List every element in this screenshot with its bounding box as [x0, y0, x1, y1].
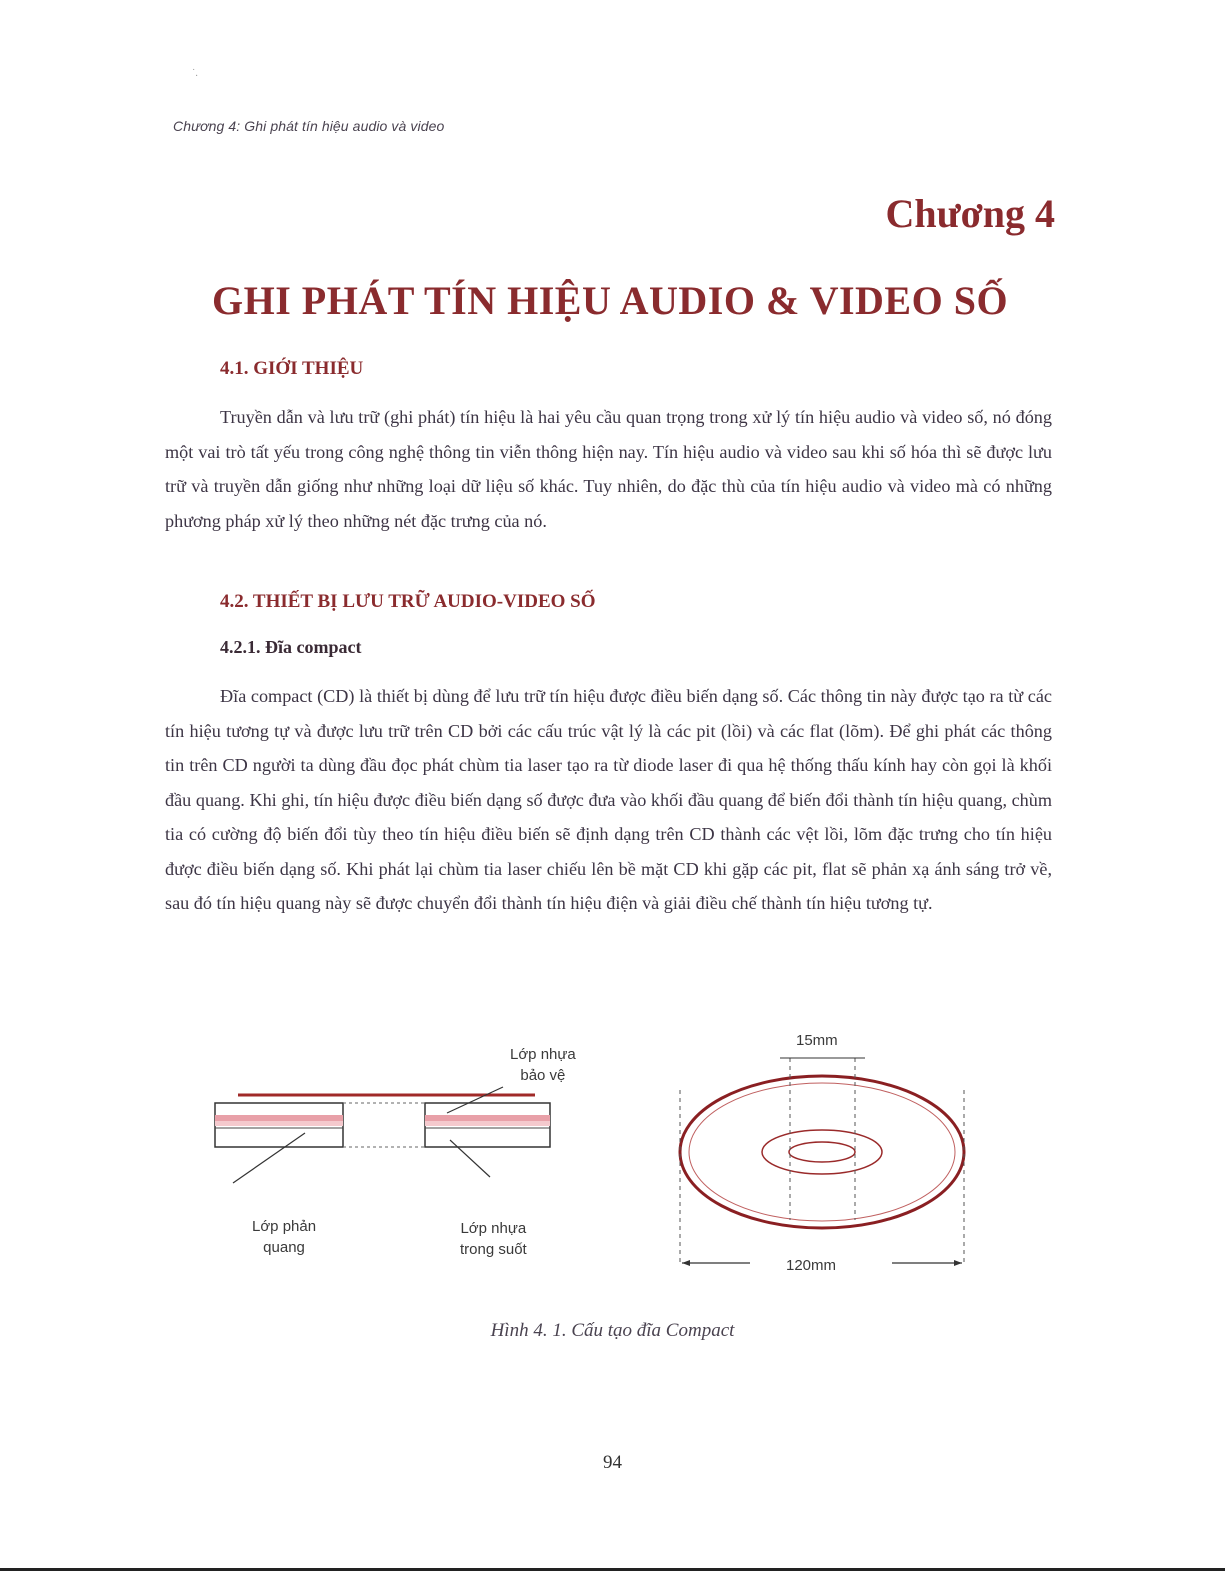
section-heading-4-2: 4.2. THIẾT BỊ LƯU TRỮ AUDIO-VIDEO SỐ [220, 591, 596, 612]
scan-bottom-edge [0, 1568, 1225, 1571]
disc-outer-edge [680, 1076, 964, 1228]
label-transparent-layer: Lớp nhựa trong suốt [460, 1220, 527, 1258]
paragraph-introduction: Truyền dẫn và lưu trữ (ghi phát) tín hiệu là hai yêu cầu quan trọng trong xử lý tín hiệu audio và video số, nó đóng một vai trò tất yếu trong công nghệ thông tin viễn thông hiện nay. Tín hiệu audio và video sau khi số hóa thì sẽ được lưu trữ và truyền dẫn giống như những loại dữ liệu số khác. Tuy nhiên, do đặc thù của tín hiệu audio và video mà có những phương pháp xử lý theo những nét đặc trưng của nó. [165, 407, 1052, 531]
label-reflective-layer: Lớp phản quang [252, 1218, 317, 1256]
section-heading-4-1: 4.1. GIỚI THIỆU [220, 358, 364, 379]
cd-top-view-diagram [660, 1050, 980, 1275]
running-head: Chương 4: Ghi phát tín hiệu audio và video [173, 118, 445, 134]
right-reflective-band [425, 1115, 550, 1121]
paragraph-compact-disc: Đĩa compact (CD) là thiết bị dùng để lưu trữ tín hiệu được điều biến dạng số. Các thông tin này được tạo ra từ các tín hiệu tương tự và được lưu trữ trên CD bởi các cấu trúc vật lý là các pit (lồi) và các flat (lõm). Để ghi phát các thông tin trên CD người ta dùng đầu đọc phát chùm tia laser tạo ra từ diode laser đi qua hệ thống thấu kính hay còn gọi là khối đầu quang. Khi ghi, tín hiệu được điều biến dạng số được đưa vào khối đầu quang để biến đổi thành tín hiệu quang, chùm tia có cường độ biến đổi tùy theo tín hiệu điều biến sẽ định dạng trên CD thành các vệt lồi, lõm đặc trưng cho tín hiệu được điều biến dạng số. Khi phát lại chùm tia laser chiếu lên bề mặt CD khi gặp các pit, flat sẽ phản xạ ánh sáng trở về, sau đó tín hiệu quang này sẽ được chuyển đổi thành tín hiệu điện và giải điều chế thành tín hiệu tương tự. [165, 686, 1052, 913]
left-reflective-band [215, 1115, 343, 1121]
section-heading-4-2-1: 4.2.1. Đĩa compact [220, 637, 362, 657]
disc-dim-arrowhead-left [682, 1260, 690, 1266]
label-disc-dimension: 120mm [786, 1257, 837, 1274]
left-reflective-band-light [215, 1121, 343, 1126]
right-reflective-band-light [425, 1121, 550, 1126]
chapter-number: Chương 4 [885, 191, 1055, 236]
scan-artifact: ˙. [192, 68, 198, 79]
disc-dim-arrowhead-right [954, 1260, 962, 1266]
figure-caption: Hình 4. 1. Cấu tạo đĩa Compact [490, 1320, 735, 1341]
cd-cross-section-diagram [195, 1085, 595, 1205]
label-hole-dimension: 15mm [796, 1032, 838, 1049]
page-number: 94 [603, 1452, 622, 1473]
label-protective-layer: Lớp nhựa bảo vệ [510, 1046, 576, 1084]
chapter-title: GHI PHÁT TÍN HIỆU AUDIO & VIDEO SỐ [212, 278, 1009, 323]
